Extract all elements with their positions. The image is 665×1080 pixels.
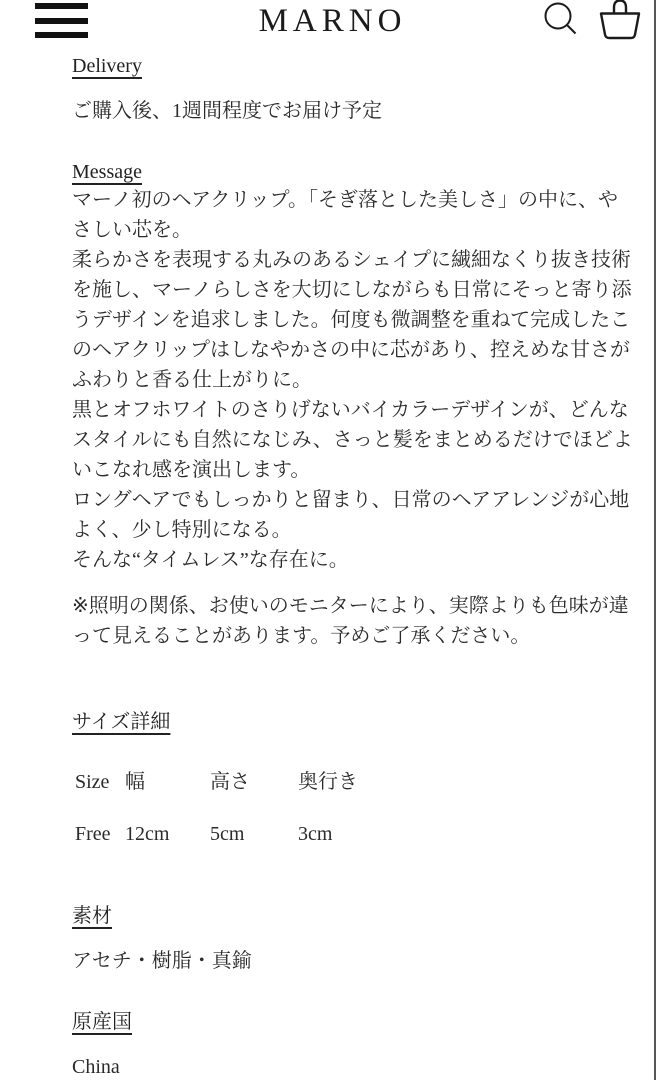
- size-table-row: [75, 823, 358, 845]
- viewport-edge-line: [654, 0, 656, 1080]
- height-value: 5cm: [210, 823, 245, 845]
- message-paragraph: 柔らかさを表現する丸みのあるシェイプに繊細なくり抜き技術を施し、マーノらしさを大切にしながらも日常にそっと寄り添うデザインを追求しました。何度も微調整を重ねて完成したこのヘアクリップはしなやかさの中に芯があり、控えめな甘さがふわりと香る仕上がりに。: [72, 249, 632, 391]
- message-body: [72, 185, 637, 575]
- search-icon: [542, 1, 578, 37]
- size-table-header-row: [75, 771, 358, 823]
- product-info: [0, 53, 665, 1079]
- search-button[interactable]: [542, 1, 578, 37]
- brand-logo[interactable]: MARNO: [258, 3, 407, 39]
- width-value: 12cm: [125, 823, 170, 845]
- shopping-bag-icon: [597, 0, 643, 41]
- origin-text: China: [72, 1056, 120, 1078]
- depth-col-header: 奥行き: [298, 771, 358, 793]
- message-paragraph: 黒とオフホワイトのさりげないバイカラーデザインが、どんなスタイルにも自然になじみ、さっと髪をまとめるだけでほどよいこなれ感を演出します。: [72, 399, 633, 481]
- size-value: Free: [75, 823, 111, 845]
- depth-value: 3cm: [298, 823, 333, 845]
- material-text: アセチ・樹脂・真鍮: [72, 950, 252, 972]
- message-paragraph: そんな“タイムレス”な存在に。: [72, 549, 349, 571]
- color-disclaimer: ※照明の関係、お使いのモニターにより、実際よりも色味が違って見えることがあります。予めご了承ください。: [72, 595, 629, 647]
- delivery-heading: Delivery: [72, 55, 142, 77]
- origin-heading: 原産国: [72, 1011, 132, 1033]
- size-table: [75, 771, 358, 845]
- cart-button[interactable]: [597, 0, 643, 41]
- delivery-text: ご購入後、1週間程度でお届け予定: [72, 100, 382, 122]
- material-heading: 素材: [72, 905, 112, 927]
- message-paragraph: マーノ初のヘアクリップ。「そぎ落とした美しさ」の中に、やさしい芯を。: [72, 189, 618, 241]
- size-col-header: Size: [75, 771, 110, 793]
- height-col-header: 高さ: [210, 771, 250, 793]
- site-header: [0, 0, 665, 45]
- message-heading: Message: [72, 161, 142, 183]
- size-heading: サイズ詳細: [72, 711, 171, 733]
- width-col-header: 幅: [125, 771, 145, 793]
- message-paragraph: ロングヘアでもしっかりと留まり、日常のヘアアレンジが心地よく、少し特別になる。: [72, 489, 630, 541]
